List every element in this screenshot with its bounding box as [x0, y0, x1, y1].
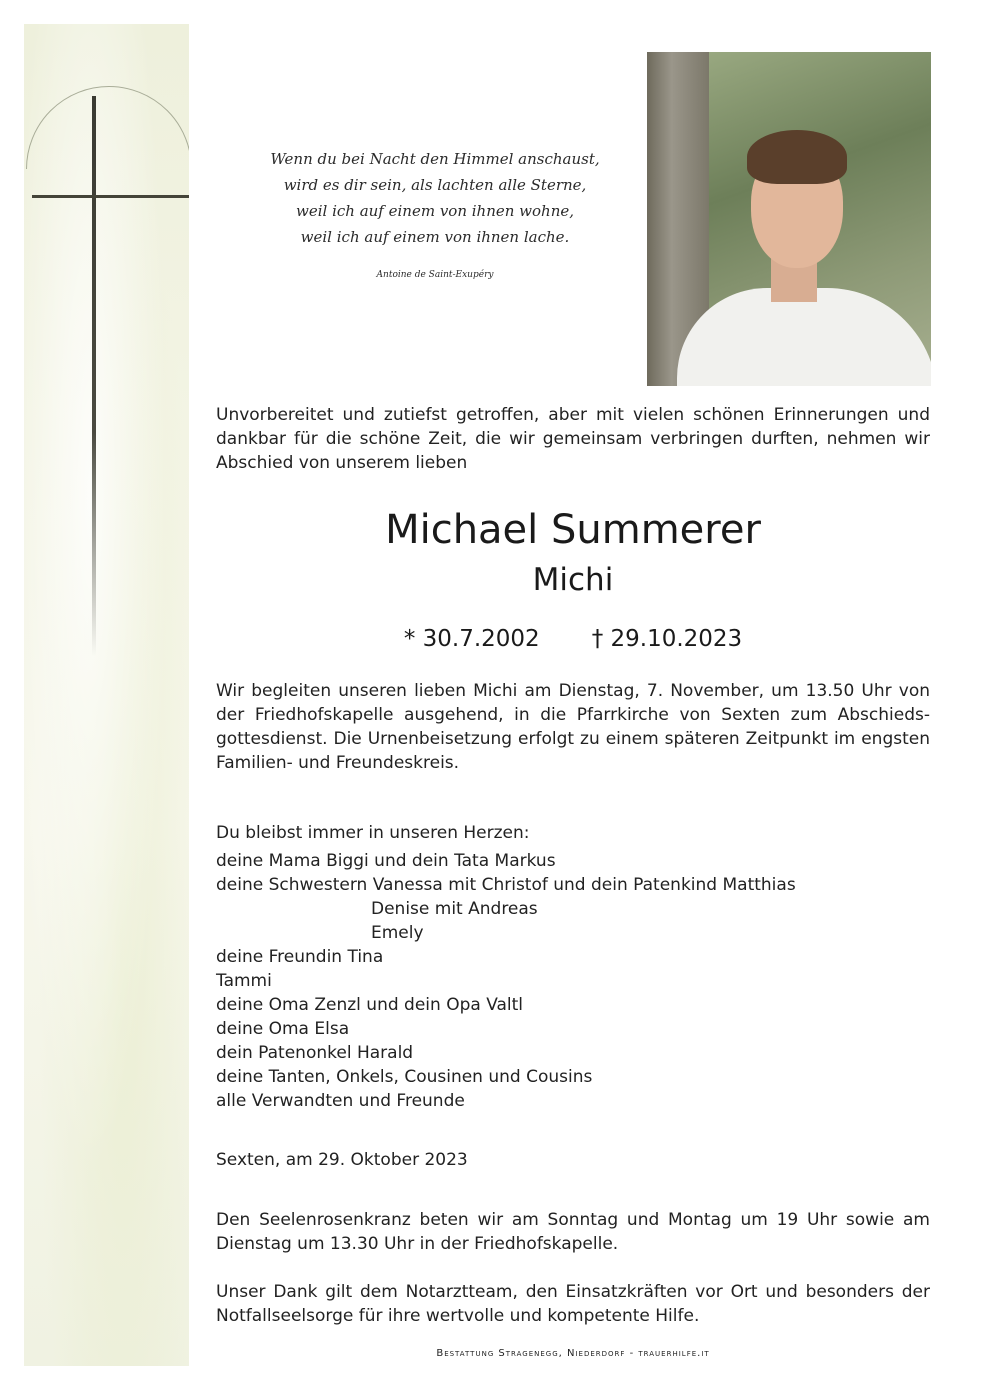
quote-line: wird es dir sein, als lachten alle Sterne,	[283, 176, 587, 194]
life-dates	[216, 622, 930, 656]
quote	[262, 146, 608, 250]
quote-line: Wenn du bei Nacht den Himmel anschaust,	[270, 150, 600, 168]
mourner-line: deine Freundin Tina	[216, 947, 384, 967]
mourner-line: Denise mit Andreas	[371, 899, 538, 919]
intro-text: Unvorbereitet und zutiefst getroffen, aber mit vielen schönen Erinnerungen und dankbar für die schöne Zeit, die wir gemeinsam verbringen durften, nehmen wir Abschied von unserem lieben	[216, 405, 930, 473]
thanks-text: Unser Dank gilt dem Notarztteam, den Einsatzkräften vor Ort und besonders der Notfallseelsorge für ihre wertvolle und kompetente Hilfe.	[216, 1282, 930, 1326]
mourners-list	[216, 821, 930, 1113]
mourner-line: deine Mama Biggi und dein Tata Markus	[216, 851, 556, 871]
mourner-line: dein Patenonkel Harald	[216, 1043, 414, 1063]
death-date: † 29.10.2023	[591, 626, 743, 652]
portrait-photo	[647, 52, 931, 386]
cross-icon	[92, 96, 96, 656]
mourner-line: alle Verwandten und Freunde	[216, 1091, 465, 1111]
mourners-heading: Du bleibst immer in unseren Herzen:	[216, 823, 530, 843]
mourner-line: Tammi	[216, 971, 272, 991]
service-text: Wir begleiten unseren lieben Michi am Dienstag, 7. November, um 13.50 Uhr von der Friedhofskapelle ausgehend, in die Pfarrkirche von Sexten zum Abschieds-gottesdienst. Die Urnenbeisetzung erfolgt zu einem späteren Zeitpunkt im engsten Familien- und Freundeskreis.	[216, 681, 930, 773]
deceased-name: Michael Summerer	[385, 507, 761, 553]
hair	[747, 130, 847, 184]
mourner-line: deine Oma Elsa	[216, 1019, 350, 1039]
mourner-line: Emely	[371, 923, 424, 943]
deceased-nickname: Michi	[532, 562, 614, 598]
cross-beam	[32, 195, 189, 198]
quote-author: Antoine de Saint-Exupéry	[376, 270, 494, 280]
place-date: Sexten, am 29. Oktober 2023	[216, 1150, 468, 1170]
quote-line: weil ich auf einem von ihnen wohne,	[295, 202, 575, 220]
mourner-line: deine Tanten, Onkels, Cousinen und Cousins	[216, 1067, 593, 1087]
birth-date: * 30.7.2002	[403, 626, 540, 652]
mourner-line: deine Oma Zenzl und dein Opa Valtl	[216, 995, 524, 1015]
mourner-line: deine Schwestern Vanessa mit Christof und dein Patenkind Matthias	[216, 875, 796, 895]
white-shirt	[677, 288, 931, 386]
sidebar-glow	[24, 24, 189, 1366]
cross-sidebar-image	[24, 24, 189, 1366]
quote-line: weil ich auf einem von ihnen lache.	[300, 228, 570, 246]
rosary-text: Den Seelenrosenkranz beten wir am Sonntag und Montag um 19 Uhr sowie am Dienstag um 13.30 Uhr in der Friedhofskapelle.	[216, 1210, 930, 1254]
footer-credit: Bestattung Stragenegg, Niederdorf - trauerhilfe.it	[436, 1348, 710, 1359]
